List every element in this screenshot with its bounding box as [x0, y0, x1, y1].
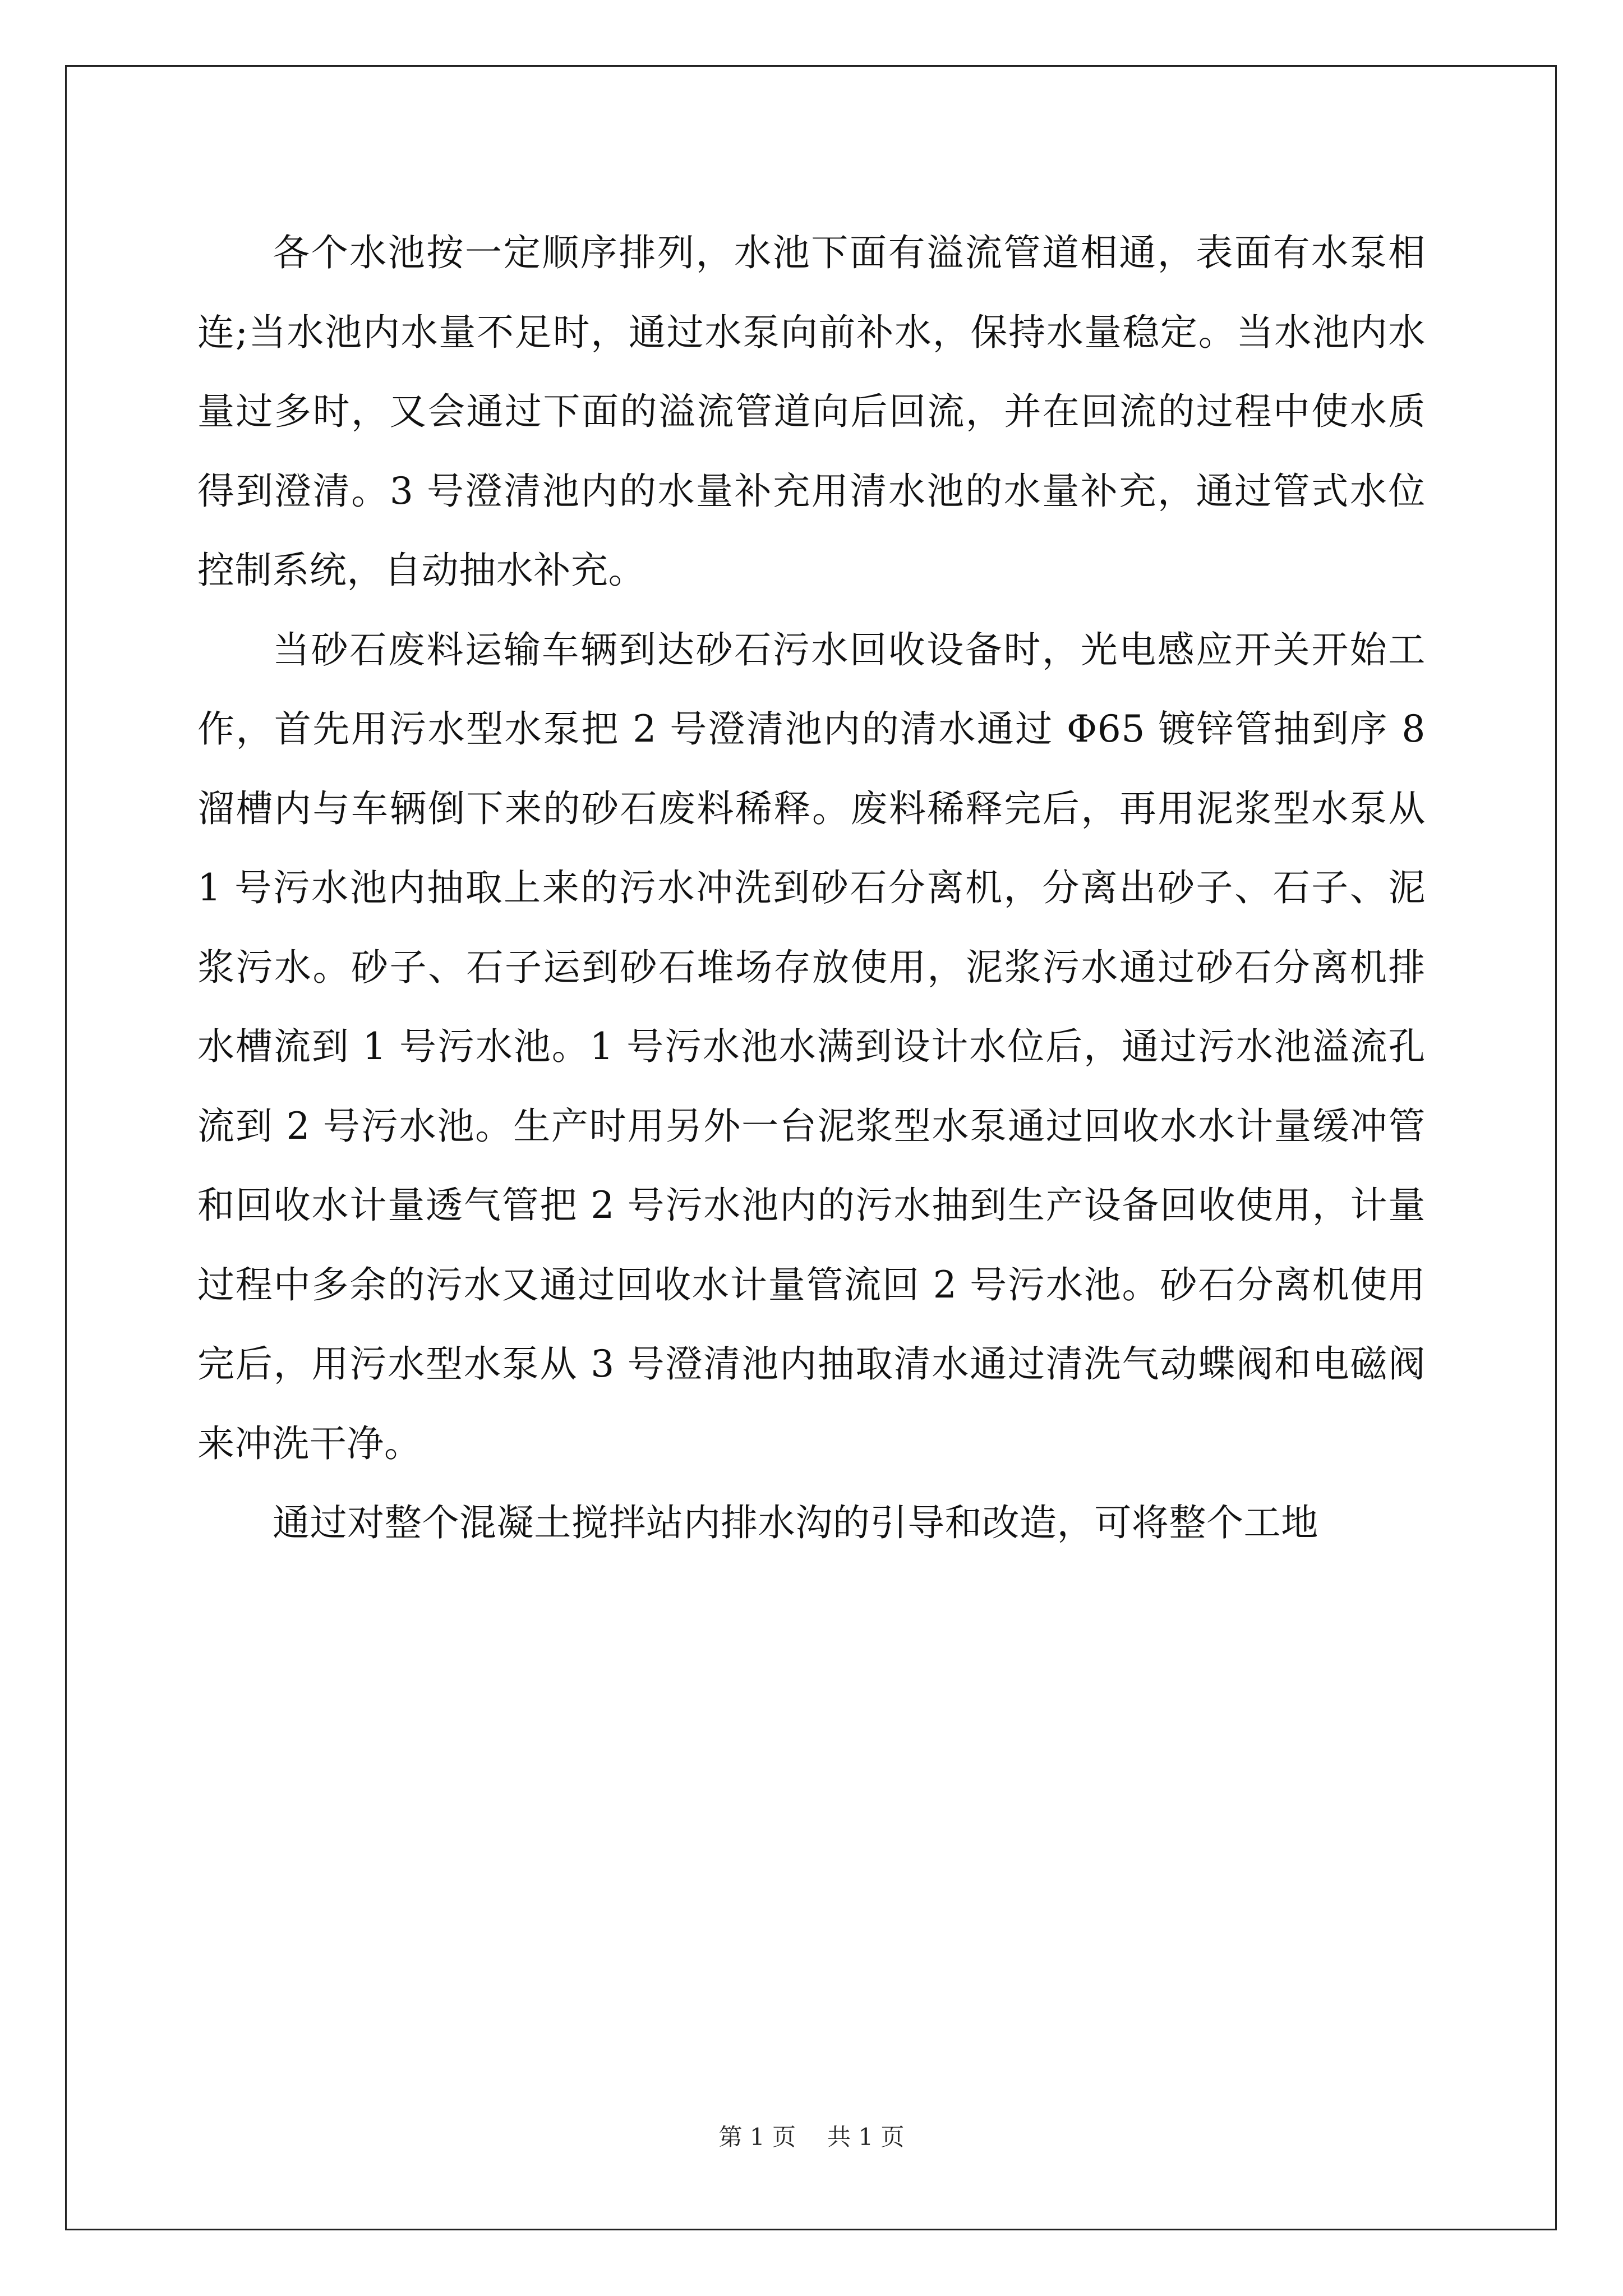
- paragraph-3: 通过对整个混凝土搅拌站内排水沟的引导和改造，可将整个工地: [273, 1501, 1318, 1544]
- paragraph-2: 当砂石废料运输车辆到达砂石污水回收设备时，光电感应开关开始工作，首先用污水型水泵把 2 号澄清池内的清水通过 Φ65 镀锌管抽到序 8 溜槽内与车辆倒下来的砂石废料稀释。废料稀释完后，再用泥浆型水泵从 1 号污水池内抽取上来的污水冲洗到砂石分离机，分离出砂子、石子、泥浆污水。砂子、石子运到砂石堆场存放使用，泥浆污水通过砂石分离机排水槽流到 1 号污水池。1 号污水池水满到设计水位后，通过污水池溢流孔流到 2 号污水池。生产时用另外一台泥浆型水泵通过回收水水计量缓冲管和回收水计量透气管把 2 号污水池内的污水抽到生产设备回收使用，计量过程中多余的污水又通过回收水计量管流回 2 号污水池。砂石分离机使用完后，用污水型水泵从 3 号澄清池内抽取清水通过清洗气动蝶阀和电磁阀来冲洗干净。: [197, 628, 1426, 1465]
- document-body: [197, 213, 1426, 1563]
- paragraph-1: 各个水池按一定顺序排列，水池下面有溢流管道相通，表面有水泵相连;当水池内水量不足时，通过水泵向前补水，保持水量稳定。当水池内水量过多时，又会通过下面的溢流管道向后回流，并在回流的过程中使水质得到澄清。3 号澄清池内的水量补充用清水池的水量补充，通过管式水位控制系统，自动抽水补充。: [197, 231, 1426, 592]
- page-total: 共 1 页: [827, 2123, 905, 2151]
- page-number: 第 1 页: [718, 2123, 796, 2151]
- page-footer: [0, 2123, 1623, 2151]
